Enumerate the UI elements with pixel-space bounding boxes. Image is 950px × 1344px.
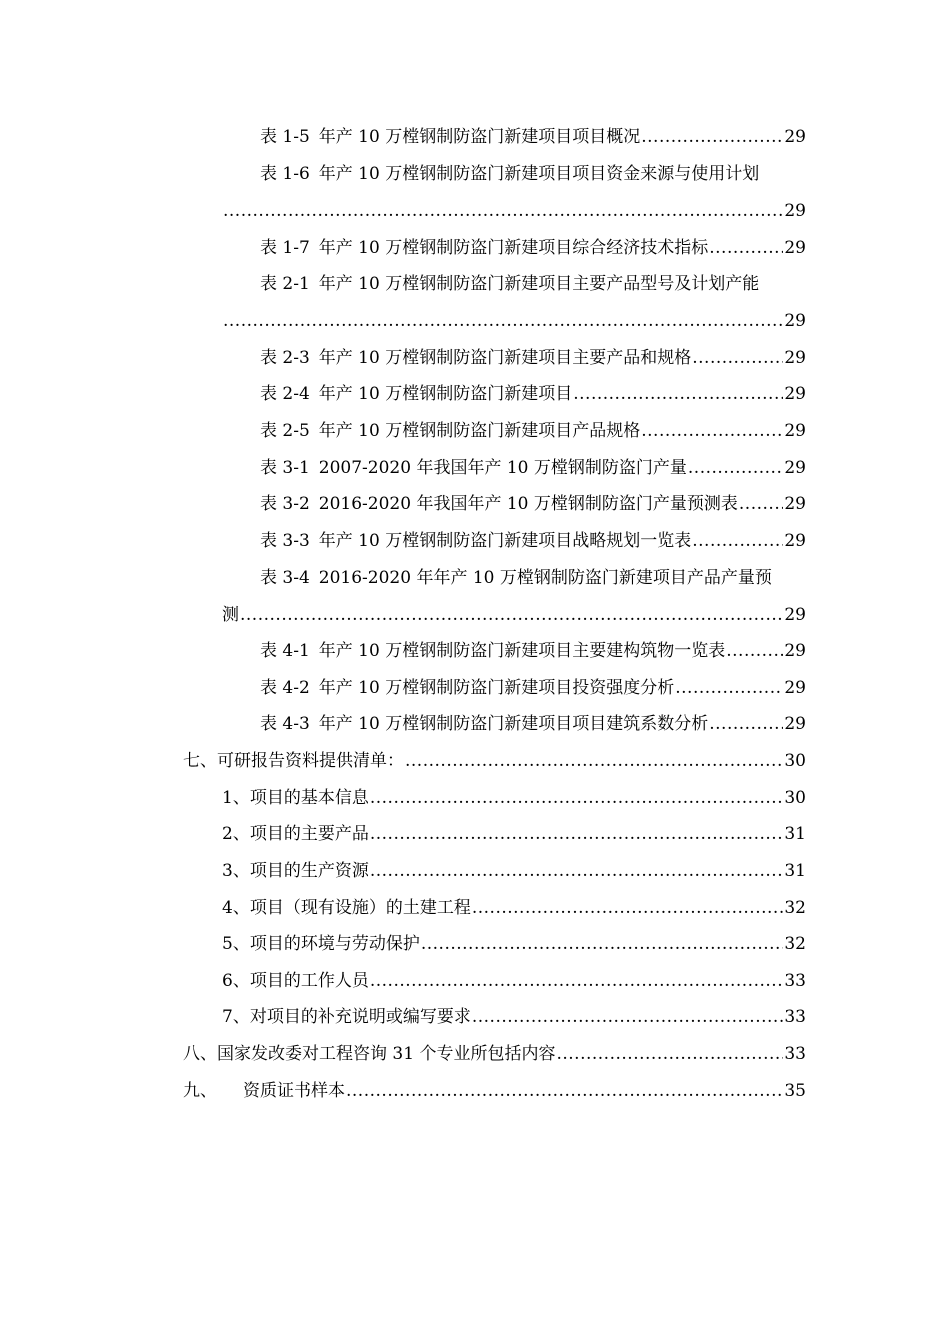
toc-entry-number: 表 3-2 xyxy=(260,494,310,514)
toc-section[interactable] xyxy=(183,1042,806,1066)
toc-section-title: 八、国家发改委对工程咨询 31 个专业所包括内容 xyxy=(183,1044,556,1064)
toc-page-number: 33 xyxy=(784,971,806,991)
toc-page-number: 29 xyxy=(784,605,806,625)
toc-entry-title: 年产 10 万樘钢制防盗门新建项目项目建筑系数分析 xyxy=(318,714,709,734)
toc-section-title: 七、可研报告资料提供清单： xyxy=(183,751,404,771)
toc-entry-number: 表 3-1 xyxy=(260,458,310,478)
toc-entry[interactable] xyxy=(260,346,806,370)
toc-leader-dots xyxy=(739,492,783,516)
toc-section-number: 九、 xyxy=(183,1081,217,1101)
toc-entry-title: 年产 10 万樘钢制防盗门新建项目主要产品型号及计划产能 xyxy=(318,274,760,294)
toc-entry-number: 表 3-4 xyxy=(260,568,310,588)
toc-leader-dots xyxy=(692,529,783,553)
toc-leader-dots xyxy=(641,419,783,443)
toc-entry-number: 表 2-3 xyxy=(260,348,310,368)
toc-entry-number: 表 3-3 xyxy=(260,531,310,551)
toc-page-number: 29 xyxy=(784,714,806,734)
toc-entry-title: 年产 10 万樘钢制防盗门新建项目战略规划一览表 xyxy=(318,531,692,551)
toc-page-number: 32 xyxy=(784,898,806,918)
toc-subsection-title: 1、项目的基本信息 xyxy=(222,788,369,808)
toc-page-number: 29 xyxy=(784,201,806,221)
toc-entry[interactable] xyxy=(260,639,806,663)
toc-entry[interactable] xyxy=(260,162,806,186)
toc-subsection[interactable] xyxy=(222,822,806,846)
toc-entry-number: 表 1-5 xyxy=(260,127,310,147)
toc-leader-dots xyxy=(223,309,783,333)
toc-page-number: 29 xyxy=(784,531,806,551)
toc-entry-continuation[interactable] xyxy=(222,199,806,223)
toc-subsection[interactable] xyxy=(222,859,806,883)
toc-entry[interactable] xyxy=(260,676,806,700)
toc-leader-dots xyxy=(405,749,783,773)
toc-page-number: 29 xyxy=(784,238,806,258)
toc-entry-number: 表 4-2 xyxy=(260,678,310,698)
toc-entry-title-continued: 测 xyxy=(222,605,239,625)
toc-entry-number: 表 1-7 xyxy=(260,238,310,258)
toc-section-title: 资质证书样本 xyxy=(243,1081,345,1101)
toc-page-number: 31 xyxy=(784,861,806,881)
toc-page-number: 33 xyxy=(784,1007,806,1027)
toc-entry[interactable] xyxy=(260,272,806,296)
toc-page-number: 29 xyxy=(784,348,806,368)
toc-leader-dots xyxy=(709,712,783,736)
toc-entry-title: 年产 10 万樘钢制防盗门新建项目产品规格 xyxy=(318,421,641,441)
toc-entry-number: 表 2-5 xyxy=(260,421,310,441)
toc-entry-number: 表 1-6 xyxy=(260,164,310,184)
toc-subsection-title: 5、项目的环境与劳动保护 xyxy=(222,934,420,954)
toc-subsection[interactable] xyxy=(222,932,806,956)
toc-page-number: 30 xyxy=(784,751,806,771)
toc-leader-dots xyxy=(370,969,784,993)
toc-entry-title: 年产 10 万樘钢制防盗门新建项目项目资金来源与使用计划 xyxy=(318,164,760,184)
toc-page-number: 29 xyxy=(784,641,806,661)
toc-entry-title: 年产 10 万樘钢制防盗门新建项目主要产品和规格 xyxy=(318,348,692,368)
toc-leader-dots xyxy=(709,236,783,260)
toc-entry-number: 表 2-1 xyxy=(260,274,310,294)
toc-page-number: 29 xyxy=(784,384,806,404)
toc-leader-dots xyxy=(240,603,783,627)
toc-page-number: 33 xyxy=(784,1044,806,1064)
toc-leader-dots xyxy=(370,859,784,883)
toc-entry[interactable] xyxy=(260,566,806,590)
toc-entry-title: 2016-2020 年年产 10 万樘钢制防盗门新建项目产品产量预 xyxy=(318,568,772,588)
toc-entry-title: 年产 10 万樘钢制防盗门新建项目投资强度分析 xyxy=(318,678,675,698)
toc-page-number: 35 xyxy=(784,1081,806,1101)
toc-page-number: 29 xyxy=(784,458,806,478)
toc-leader-dots xyxy=(573,382,783,406)
toc-entry[interactable] xyxy=(260,529,806,553)
toc-entry[interactable] xyxy=(260,419,806,443)
toc-subsection-title: 3、项目的生产资源 xyxy=(222,861,369,881)
toc-page-number: 30 xyxy=(784,788,806,808)
toc-entry[interactable] xyxy=(260,456,806,480)
toc-leader-dots xyxy=(641,125,783,149)
toc-leader-dots xyxy=(688,456,783,480)
toc-page-number: 29 xyxy=(784,421,806,441)
toc-subsection[interactable] xyxy=(222,969,806,993)
toc-page-number: 29 xyxy=(784,678,806,698)
toc-page-number: 32 xyxy=(784,934,806,954)
toc-leader-dots xyxy=(692,346,783,370)
toc-entry-continuation[interactable] xyxy=(222,309,806,333)
toc-entry-title: 年产 10 万樘钢制防盗门新建项目综合经济技术指标 xyxy=(318,238,709,258)
toc-entry[interactable] xyxy=(260,492,806,516)
toc-subsection[interactable] xyxy=(222,896,806,920)
toc-subsection-title: 6、项目的工作人员 xyxy=(222,971,369,991)
toc-entry-title: 年产 10 万樘钢制防盗门新建项目 xyxy=(318,384,573,404)
toc-entry-title: 2007-2020 年我国年产 10 万樘钢制防盗门产量 xyxy=(318,458,687,478)
toc-subsection[interactable] xyxy=(222,786,806,810)
toc-subsection-title: 4、项目（现有设施）的土建工程 xyxy=(222,898,471,918)
toc-leader-dots xyxy=(675,676,783,700)
toc-subsection[interactable] xyxy=(222,1005,806,1029)
toc-subsection-title: 2、项目的主要产品 xyxy=(222,824,369,844)
toc-page-number: 31 xyxy=(784,824,806,844)
toc-leader-dots xyxy=(346,1079,783,1103)
toc-leader-dots xyxy=(370,786,784,810)
toc-leader-dots xyxy=(556,1042,783,1066)
toc-entry-title: 2016-2020 年我国年产 10 万樘钢制防盗门产量预测表 xyxy=(318,494,738,514)
toc-entry[interactable] xyxy=(260,712,806,736)
toc-leader-dots xyxy=(472,896,784,920)
toc-entry-number: 表 2-4 xyxy=(260,384,310,404)
toc-entry-title: 年产 10 万樘钢制防盗门新建项目项目概况 xyxy=(318,127,641,147)
toc-section[interactable] xyxy=(183,749,806,773)
toc-entry-continuation[interactable] xyxy=(222,603,806,627)
toc-entry[interactable] xyxy=(260,125,806,149)
toc-entry[interactable] xyxy=(260,236,806,260)
toc-page-number: 29 xyxy=(784,494,806,514)
toc-page-number: 29 xyxy=(784,311,806,331)
toc-leader-dots xyxy=(726,639,783,663)
toc-leader-dots xyxy=(421,932,784,956)
toc-leader-dots xyxy=(223,199,783,223)
toc-entry[interactable] xyxy=(260,382,806,406)
toc-entry-number: 表 4-3 xyxy=(260,714,310,734)
toc-page-number: 29 xyxy=(784,127,806,147)
toc-leader-dots xyxy=(472,1005,784,1029)
toc-entry-number: 表 4-1 xyxy=(260,641,310,661)
toc-leader-dots xyxy=(370,822,784,846)
toc-entry-title: 年产 10 万樘钢制防盗门新建项目主要建构筑物一览表 xyxy=(318,641,726,661)
toc-section[interactable] xyxy=(183,1079,806,1103)
toc-subsection-title: 7、对项目的补充说明或编写要求 xyxy=(222,1007,471,1027)
